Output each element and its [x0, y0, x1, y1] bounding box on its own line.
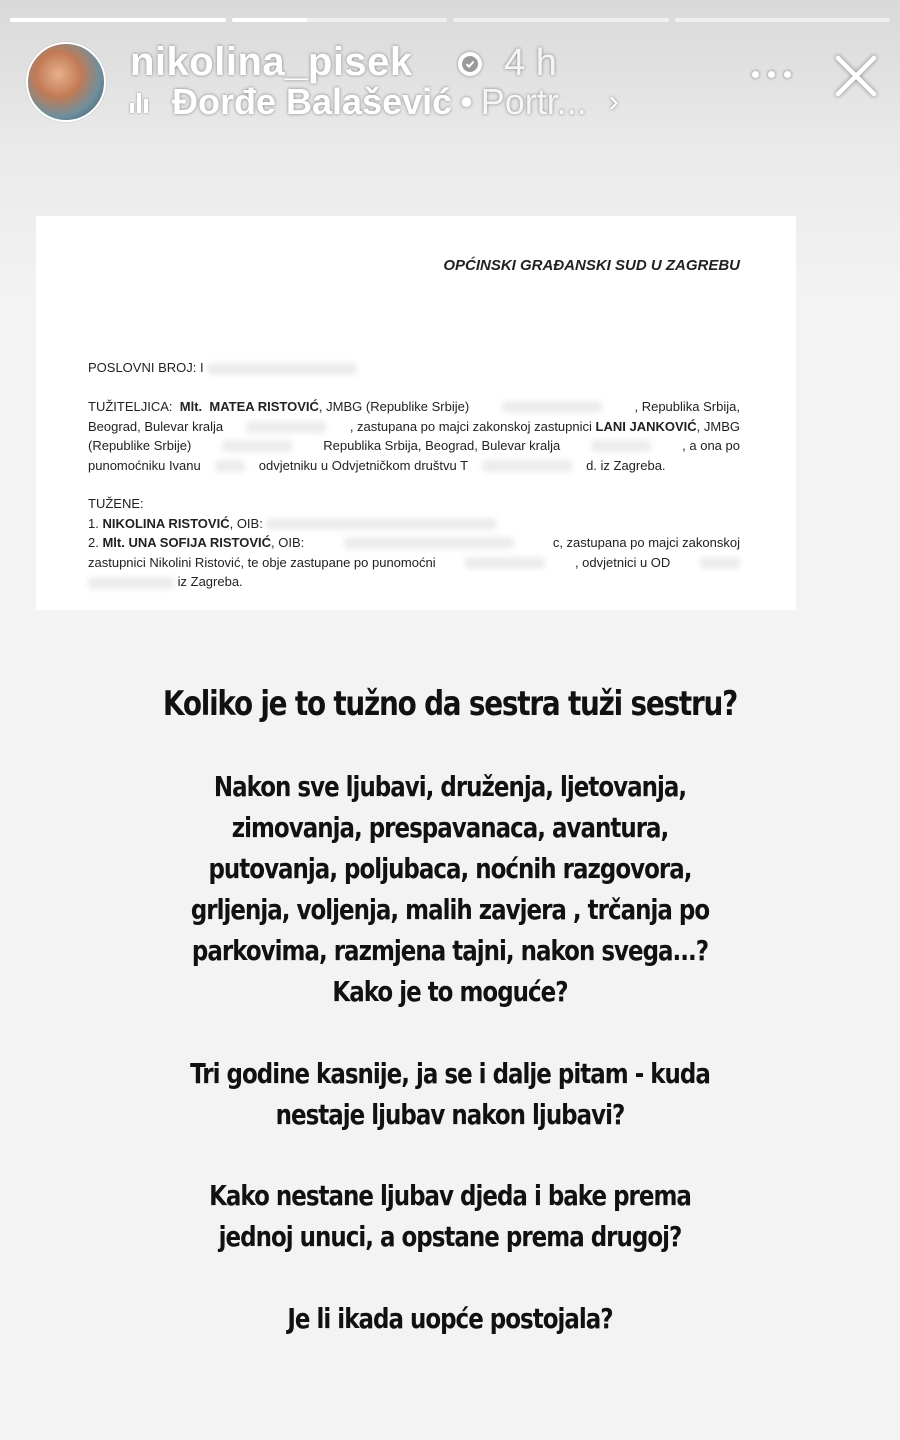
music-separator: • — [460, 81, 473, 122]
plaintiff-line3-b: Republika Srbija, Beograd, Bulevar kralja — [323, 438, 561, 453]
paragraph-3 — [0, 1175, 900, 1257]
progress-fill — [232, 18, 307, 22]
music-artist: Đorđe Balašević — [172, 81, 453, 122]
defendant2-num: 2. — [88, 535, 99, 550]
defendants-label: TUŽENE: — [88, 496, 144, 511]
defendants-section — [88, 494, 740, 592]
defendant2-line2-b: , odvjetnici u OD — [574, 554, 671, 570]
plaintiff-prefix: Mlt. — [179, 399, 203, 414]
progress-fill — [10, 18, 226, 22]
paragraph-line: Kako je to moguće? — [332, 975, 568, 1008]
story-header — [26, 38, 880, 122]
paragraph-1 — [0, 766, 900, 1012]
paragraph-4 — [0, 1298, 900, 1339]
paragraph-line: zimovanja, prespavanaca, avantura, — [231, 811, 669, 844]
plaintiff-line4-a: punomoćniku Ivanu — [88, 457, 201, 473]
paragraph-line: Tri godine kasnije, ja se i dalje pitam - kuda — [190, 1057, 710, 1090]
defendant2-name: UNA SOFIJA RISTOVIĆ — [128, 535, 272, 550]
paragraph-line: Nakon sve ljubavi, druženja, ljetovanja, — [213, 770, 687, 803]
case-number-label: POSLOVNI BROJ: — [88, 360, 197, 375]
more-dot — [784, 71, 791, 78]
audio-bars-icon — [130, 91, 154, 113]
story-progress-bar — [10, 18, 890, 22]
music-song: Portr... — [480, 81, 587, 122]
verified-badge-icon — [458, 52, 482, 76]
plaintiff-line1-a: , JMBG (Republike Srbije) — [318, 399, 470, 414]
defendant2-prefix: Mlt. — [102, 535, 125, 550]
more-dot — [768, 71, 775, 78]
paragraph-line: nestaje ljubav nakon ljubavi? — [275, 1098, 625, 1131]
avatar[interactable] — [26, 42, 106, 122]
plaintiff-line3-c: , a ona po — [682, 438, 740, 453]
story-text — [0, 684, 900, 724]
progress-segment — [232, 18, 448, 22]
chevron-right-icon: › — [608, 85, 619, 118]
close-button[interactable] — [832, 52, 880, 100]
defendant1-rest: , OIB: — [229, 515, 263, 531]
more-dot — [752, 71, 759, 78]
case-number-value: I — [200, 360, 204, 375]
paragraph-2 — [0, 1053, 900, 1135]
progress-segment — [675, 18, 891, 22]
close-icon — [832, 52, 880, 100]
plaintiff-name: MATEA RISTOVIĆ — [209, 399, 319, 414]
plaintiff-line2-c: , JMBG — [696, 418, 740, 434]
username[interactable]: nikolina_pisek — [130, 40, 413, 84]
defendant2-rest-a: , OIB: — [271, 535, 305, 550]
paragraph-line: grljenja, voljenja, malih zavjera , trčanja po — [190, 893, 710, 926]
more-options-button[interactable] — [752, 64, 792, 84]
court-name: OPĆINSKI GRAĐANSKI SUD U ZAGREBU — [443, 257, 740, 274]
plaintiff-line4-b: odvjetniku u Odvjetničkom društvu T — [258, 457, 469, 473]
plaintiff-rep-name: LANI JANKOVIĆ — [595, 418, 697, 434]
progress-segment — [10, 18, 226, 22]
paragraph-line: putovanja, poljubaca, noćnih razgovora, — [208, 852, 692, 885]
plaintiff-section — [88, 397, 740, 475]
court-document-image — [36, 216, 796, 610]
post-time: 4 h — [504, 42, 557, 84]
plaintiff-line4-c: d. iz Zagreba. — [586, 457, 666, 473]
defendant1-name: NIKOLINA RISTOVIĆ — [102, 515, 230, 531]
paragraph-line: Kako nestane ljubav djeda i bake prema — [209, 1179, 691, 1212]
defendant2-line3: iz Zagreba. — [177, 574, 243, 589]
plaintiff-line2-b: , zastupana po majci zakonskoj zastupnici — [349, 418, 592, 434]
paragraph-line: jednoj unuci, a opstane prema drugoj? — [218, 1220, 682, 1253]
music-sticker[interactable] — [130, 82, 619, 122]
paragraph-line: Je li ikada uopće postojala? — [287, 1302, 613, 1335]
defendant2-line2-a: zastupnici Nikolini Ristović, te obje zastupane po punomoćni — [88, 554, 436, 570]
case-number-line — [88, 358, 740, 378]
plaintiff-line3-a: (Republike Srbije) — [88, 438, 192, 453]
defendant1-num: 1. — [88, 515, 99, 531]
plaintiff-line2-a: Beograd, Bulevar kralja — [88, 418, 224, 434]
story-title: Koliko je to tužno da sestra tuži sestru? — [162, 684, 738, 724]
paragraph-line: parkovima, razmjena tajni, nakon svega...? — [191, 934, 709, 967]
progress-segment — [453, 18, 669, 22]
plaintiff-label: TUŽITELJICA: — [88, 399, 173, 414]
plaintiff-line1-b: , Republika Srbija, — [634, 399, 740, 414]
defendant2-rest-b: c, zastupana po majci zakonskoj — [552, 535, 740, 550]
